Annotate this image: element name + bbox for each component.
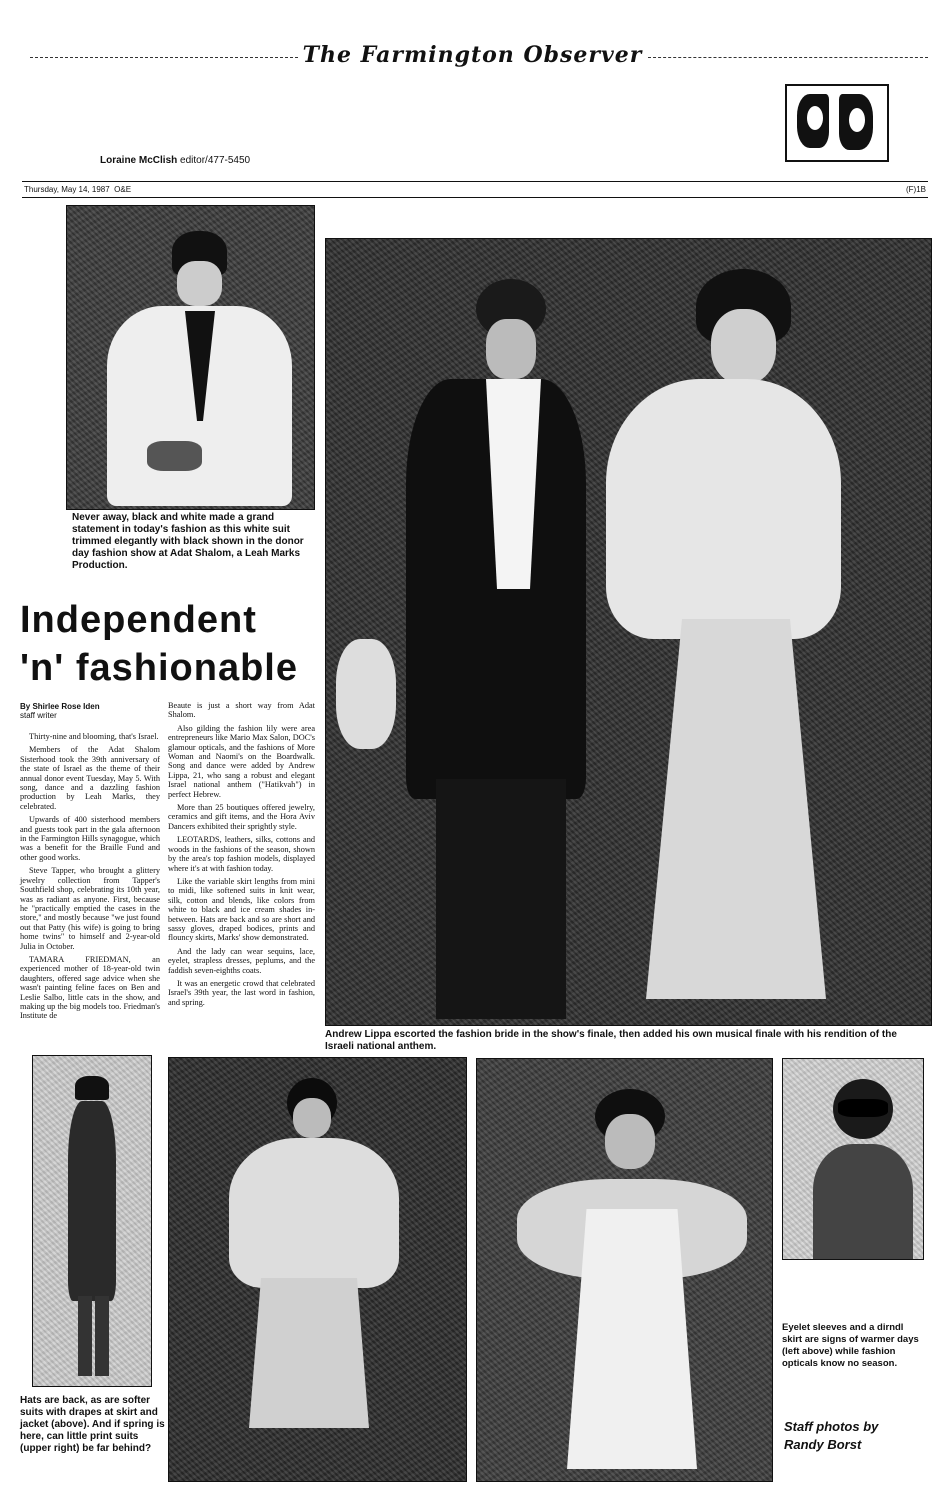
col2-paragraph: Like the variable skirt lengths from mini to midi, like softened suits in knit wear, silk, cotton and blends, like colors from white to black and ice cream shades in-between. Hats are back and so are short and sassy gloves, draped bodices, prints and flouncy skirts, Marks' show demonstrated.: [168, 876, 315, 943]
headline-line2: 'n' fashionable: [20, 647, 298, 689]
headline-line1: Independent: [20, 599, 257, 641]
article-column-1: [20, 732, 160, 1025]
figure-print-jacket: [229, 1138, 399, 1288]
photo-print-suit: [168, 1057, 467, 1482]
bride-face: [711, 309, 776, 384]
man-trousers: [436, 779, 566, 1019]
man-face: [486, 319, 536, 379]
photo-main-finale: [325, 238, 932, 1026]
caption-white-suit: Never away, black and white made a grand statement in today's fashion as this white suit trimmed elegantly with black shown in the donor day fashion show at Adat Shalom, a Leah Marks Production.: [72, 512, 304, 571]
photo-eyelet-dress: [476, 1058, 773, 1482]
section-logo: [785, 84, 889, 162]
caption-hat-suit: Hats are back, as are softer suits with drapes at skirt and jacket (above). And if spring is here, can little print suits (upper right) be far behind?: [20, 1395, 165, 1454]
dateline-left: [24, 182, 131, 197]
masthead-title: The Farmington Observer: [302, 42, 643, 68]
col2-paragraph: It was an energetic crowd that celebrated Israel's 39th year, the last word in fashion, and spring.: [168, 978, 315, 1007]
credit-line2: Randy Borst: [784, 1437, 862, 1452]
bride-fur-wrap: [606, 379, 841, 639]
dateline-edition: O&E: [114, 185, 132, 194]
col1-paragraph: Members of the Adat Shalom Sisterhood took the 39th anniversary of the state of Israel as the theme of their annual donor event Tuesday, May 5. With song, dance and a dazzling fashion production by Leah Marks, they celebrated.: [20, 745, 160, 811]
col2-paragraph: LEOTARDS, leathers, silks, cottons and woods in the fashions of the season, shown by the area's top fashion models, displayed where it's at with fashion today.: [168, 835, 315, 873]
col2-paragraph: Beaute is just a short way from Adat Shalom.: [168, 701, 315, 720]
logo-face-left-highlight: [807, 106, 823, 130]
figure-print-skirt: [249, 1278, 369, 1428]
col2-paragraph: More than 25 boutiques offered jewelry, ceramics and gift items, and the Hora Aviv Dancers exhibited their sprightly style.: [168, 803, 315, 831]
photo-credit: [784, 1418, 878, 1454]
article-headline: [20, 596, 320, 692]
photo-hat-suit: [32, 1055, 152, 1387]
byline-author: By Shirlee Rose Iden: [20, 702, 100, 711]
figure-dark-suit: [68, 1101, 116, 1301]
figure-leg-right: [95, 1296, 109, 1376]
figure-leg-left: [78, 1296, 92, 1376]
dateline-page: (F)1B: [906, 185, 926, 194]
byline-role: staff writer: [20, 711, 57, 720]
col2-paragraph: Also gilding the fashion lily were area entrepreneurs like Mario Max Salon, DOC's glamour opticals, and the fashions of More Woman and Naomi's on the Boardwalk. Song and dance were added by Andrew Lippa, 21, who sang a robust and elegant Israel national anthem ("Hatikvah") in perfect Hebrew.: [168, 723, 315, 799]
article-byline: [20, 702, 100, 720]
figure-hat: [75, 1076, 109, 1100]
credit-line1: Staff photos by: [784, 1419, 879, 1434]
editor-name: Loraine McClish: [100, 155, 178, 166]
col1-paragraph: Thirty-nine and blooming, that's Israel.: [29, 732, 159, 741]
figure-dirndl-skirt: [567, 1209, 697, 1469]
caption-opticals: Eyelet sleeves and a dirndl skirt are signs of warmer days (left above) while fashion opticals know no season.: [782, 1322, 919, 1369]
bridal-bouquet: [336, 639, 396, 749]
figure-face: [605, 1114, 655, 1169]
figure-face: [293, 1098, 331, 1138]
dateline-bar: [22, 181, 928, 198]
article-column-2: [168, 701, 315, 1011]
figure-sunglasses: [838, 1099, 888, 1117]
figure-pocket-square: [147, 441, 202, 471]
caption-main-finale: Andrew Lippa escorted the fashion bride in the show's finale, then added his own musical finale with his rendition of the Israeli national anthem.: [325, 1029, 897, 1052]
col1-paragraph: Steve Tapper, who brought a glittery jewelry collection from Tapper's Southfield shop, celebrating its 10th year, was as radiant as anyone. First, because he "practically emptied the cases in the store," and mostly because "we just found out that Patty (his wife) is going to bring home twins" to himself and 2-year-old Julia in October.: [20, 866, 160, 951]
photo-white-suit: [66, 205, 315, 510]
col1-paragraph: TAMARA FRIEDMAN, an experienced mother of 18-year-old twin daughters, offered sage advice when she wasn't painting feline faces on Ben and Leslie Salbo, little cats in the show, and making up the big models too. Friedman's Institute de: [20, 954, 160, 1021]
masthead-rule-right: [648, 57, 928, 58]
photo-opticals: [782, 1058, 924, 1260]
editor-contact: editor/477-5450: [180, 155, 251, 166]
dateline-date: Thursday, May 14, 1987: [24, 185, 110, 194]
col2-paragraph: And the lady can wear sequins, lace, eyelet, strapless dresses, peplums, and the faddish seven-eighths coats.: [168, 946, 315, 975]
logo-face-right-highlight: [849, 108, 865, 132]
masthead-rule-left: [30, 57, 298, 58]
col1-paragraph: Upwards of 400 sisterhood members and guests took part in the gala afternoon in the Farmington Hills synagogue, which was a benefit for the Braille Fund and other good works.: [20, 815, 160, 862]
figure-face: [177, 261, 222, 306]
editor-line: [100, 155, 250, 166]
figure-striped-top: [813, 1144, 913, 1259]
